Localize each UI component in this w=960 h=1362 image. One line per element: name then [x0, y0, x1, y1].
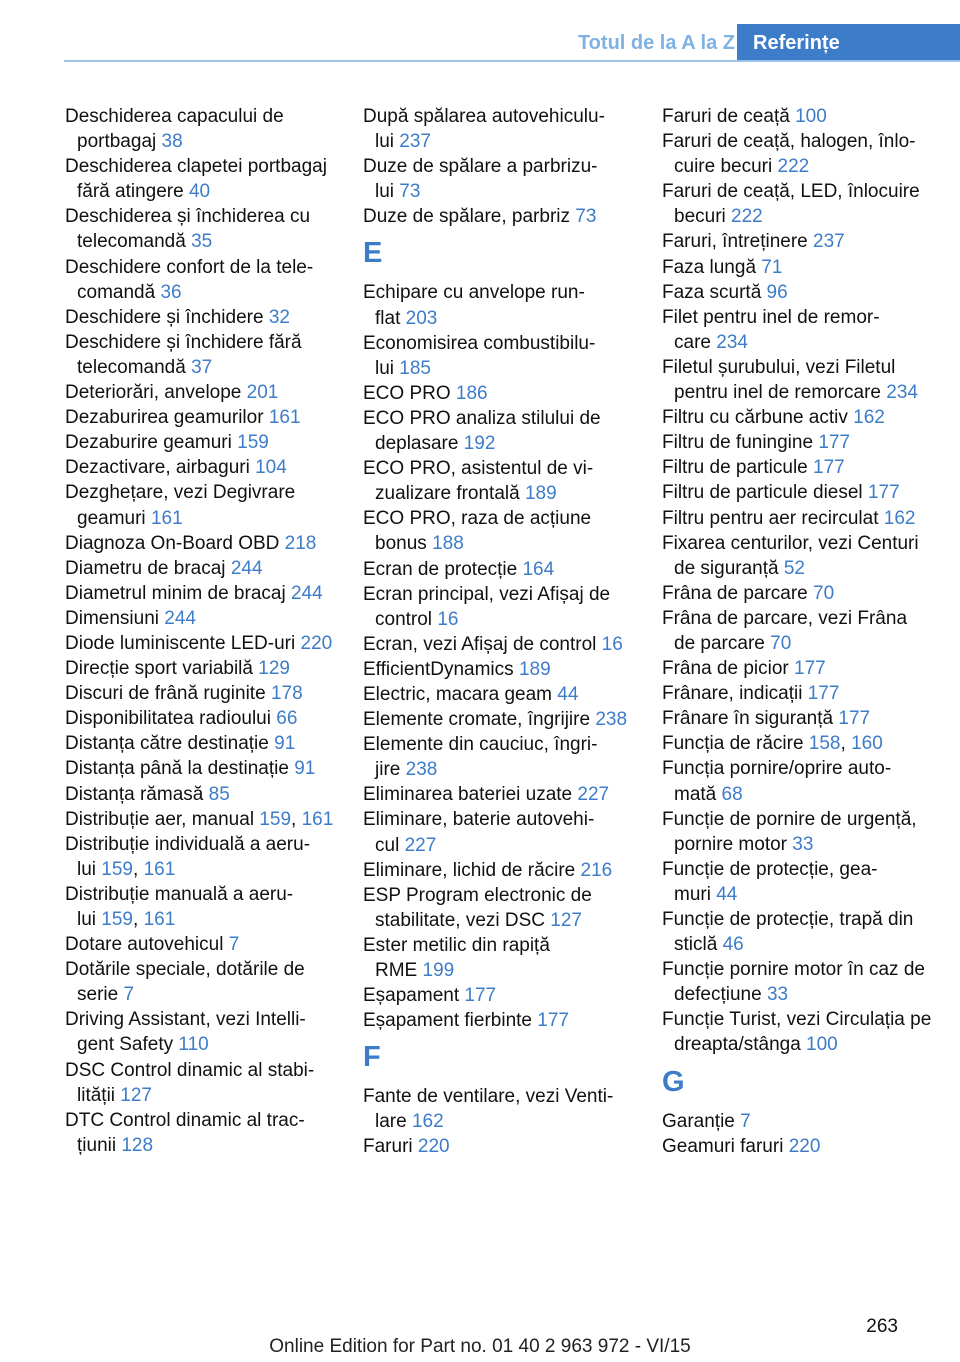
page-reference-link[interactable]: 32: [268, 306, 290, 328]
index-entry-text: Faruri de ceață, halogen, înlocuire becuri: [662, 131, 916, 178]
section-title: Totul de la A la Z: [577, 32, 735, 54]
page-reference-link[interactable]: 177: [794, 658, 826, 680]
page-reference-link[interactable]: 158: [808, 733, 841, 755]
index-entry-text: Ecran principal, vezi Afișaj de control: [363, 583, 611, 630]
index-entry: [65, 104, 335, 154]
index-entry: [662, 857, 932, 907]
chapter-tab: Referințe: [737, 24, 960, 62]
index-entry: [662, 405, 932, 430]
index-entry-text: Duze de spălare a parbrizului: [363, 156, 598, 203]
index-entry-text: Electric, macara geam: [363, 683, 553, 705]
page-reference-link[interactable]: 161: [143, 909, 176, 930]
index-entry: [363, 582, 633, 632]
page-reference-link[interactable]: 37: [191, 356, 213, 378]
index-entry: [65, 656, 335, 681]
index-entry: [65, 455, 335, 480]
index-entry-text: Diametrul minim de bracaj: [65, 582, 286, 604]
page-reference-link[interactable]: 91: [294, 758, 316, 780]
index-entry: [65, 706, 335, 731]
index-entry: [363, 782, 633, 807]
index-entry: [662, 681, 932, 706]
index-entry-text: Eliminare, baterie autovehicul: [363, 809, 595, 856]
index-entry: [662, 957, 932, 1007]
index-entry: [662, 606, 932, 656]
index-entry-text: Dezactivare, airbaguri: [65, 457, 250, 479]
page-reference-link[interactable]: 161: [301, 808, 334, 830]
index-entry-text: Eșapament fierbinte: [363, 1010, 532, 1032]
index-entry-text: Faruri de ceață: [662, 106, 790, 127]
index-entry: [363, 104, 633, 154]
page-reference-link[interactable]: 161: [150, 507, 183, 529]
index-entry: [65, 405, 335, 430]
index-entry-text: Diode luminiscente LED-uri: [65, 632, 296, 654]
index-entry-text: Filtru de particule: [662, 457, 808, 479]
index-entry-text: Funcția de răcire: [662, 733, 804, 755]
index-entry: [363, 506, 633, 556]
index-entry-text: Funcție de protecție, geamuri: [662, 858, 878, 905]
index-entry-text: Funcție de protecție, trapă din sticlă: [662, 909, 914, 956]
page-reference-link[interactable]: 33: [766, 984, 789, 1006]
index-entry-text: Faza lungă: [662, 256, 757, 278]
index-entry-text: EfficientDynamics: [363, 658, 514, 680]
index-entry: [662, 305, 932, 355]
page-reference-link[interactable]: 234: [886, 382, 918, 404]
page-reference-link[interactable]: 73: [575, 206, 597, 228]
page-reference-link[interactable]: 177: [537, 1010, 569, 1032]
index-entry-text: Distribuție aer, manual: [65, 808, 255, 830]
index-entry-text: ECO PRO, raza de acțiune bonus: [363, 508, 592, 555]
page-reference-link[interactable]: 188: [432, 533, 464, 555]
page-reference-link[interactable]: 7: [740, 1110, 751, 1132]
page-header: [0, 0, 960, 62]
page-reference-link[interactable]: 216: [580, 859, 613, 881]
page-reference-link[interactable]: 128: [121, 1134, 154, 1156]
page-reference-link[interactable]: 162: [411, 1111, 444, 1133]
index-entry-text: Elemente din cauciuc, îngrijire: [363, 734, 598, 781]
index-entry-text: ESP Program electronic de stabilitate, vezi DSC: [363, 884, 592, 931]
index-entry: [363, 858, 633, 883]
index-entry: [65, 154, 335, 204]
index-entry: [65, 305, 335, 330]
page-reference-link[interactable]: 36: [160, 281, 182, 303]
index-entry: [65, 957, 335, 1007]
index-entry: [363, 1084, 633, 1134]
header-divider: [64, 60, 960, 62]
index-entry: [363, 204, 633, 229]
page-reference-link[interactable]: 189: [524, 483, 557, 505]
index-entry: [65, 581, 335, 606]
index-entry: [363, 557, 633, 582]
page-reference-link[interactable]: 161: [143, 858, 176, 880]
section-letter: G: [662, 1065, 685, 1098]
index-entry: [363, 1008, 633, 1033]
index-entry-text: Elemente cromate, îngrijire: [363, 709, 591, 731]
page-reference-link[interactable]: 110: [178, 1034, 209, 1056]
index-entry: [363, 883, 633, 933]
page-reference-link[interactable]: 160: [851, 733, 883, 755]
page-reference-link[interactable]: 70: [770, 632, 792, 654]
index-entry: [662, 506, 932, 531]
index-entry-text: Ecran de protecție: [363, 558, 518, 580]
index-entry-text: Echipare cu anvelope run-flat: [363, 282, 585, 329]
page-reference-link[interactable]: 7: [123, 984, 135, 1006]
index-entry-text: Dimensiuni: [65, 607, 159, 629]
index-entry-text: Deschidere și închidere: [65, 306, 264, 328]
index-entry: [662, 581, 932, 606]
page-reference-link[interactable]: 100: [795, 106, 827, 127]
page-reference-link[interactable]: 203: [405, 307, 438, 329]
index-entry-text: Filtru de particule diesel: [662, 482, 863, 504]
index-entry-text: Geamuri faruri: [662, 1135, 784, 1157]
page-reference-link[interactable]: 96: [766, 281, 788, 303]
index-entry: [662, 1007, 932, 1057]
index-entry: Distribuție manuală a aerului 159, 161: [65, 883, 294, 930]
index-entry-text: Distribuție manuală a aerului: [65, 883, 294, 930]
page-reference-link[interactable]: 177: [807, 683, 840, 705]
index-entry: [662, 907, 932, 957]
index-entry-text: DSC Control dinamic al stabilității: [65, 1059, 315, 1106]
page-reference-link[interactable]: 129: [258, 658, 290, 680]
index-entry: [662, 455, 932, 480]
index-entry-text: Deschiderea și închiderea cu telecomandă: [65, 206, 311, 253]
page-reference-link[interactable]: 227: [577, 784, 610, 806]
page-reference-link[interactable]: 220: [417, 1136, 450, 1158]
index-entry-text: Faza scurtă: [662, 281, 762, 303]
index-entry-text: Faruri: [363, 1136, 413, 1158]
index-entry: Distribuție aer, manual 159, 161: [65, 808, 334, 830]
index-column-3: [662, 104, 932, 1159]
index-entry: [363, 154, 633, 204]
index-entry: [363, 456, 633, 506]
page-reference-link[interactable]: 199: [422, 960, 455, 981]
index-entry-text: Dezghețare, vezi Degivrare geamuri: [65, 482, 296, 529]
page-reference-link[interactable]: 127: [120, 1084, 152, 1106]
index-entry: [662, 807, 932, 857]
page-reference-link[interactable]: 71: [761, 256, 783, 278]
page-reference-link[interactable]: 201: [246, 382, 279, 404]
index-entry: [662, 355, 932, 405]
page-reference-link[interactable]: 91: [274, 733, 296, 755]
page-reference-link[interactable]: 164: [522, 558, 555, 580]
index-entry-text: Garanție: [662, 1110, 735, 1132]
page-reference-link[interactable]: 46: [722, 934, 744, 956]
index-entry-text: Ester metilic din rapiță RME: [363, 934, 550, 981]
page-reference-link[interactable]: 73: [399, 181, 421, 203]
index-entry-text: Frânare, indicații: [662, 683, 803, 705]
index-entry-text: Diametru de bracaj: [65, 557, 226, 579]
page-reference-link[interactable]: 238: [595, 709, 628, 731]
page-reference-link[interactable]: 159: [259, 808, 292, 830]
index-entry-text: Discuri de frână ruginite: [65, 683, 266, 705]
page-reference-link[interactable]: 178: [270, 683, 303, 705]
index-entry-text: Filetul șurubului, vezi Filetul pentru inel de remorcare: [662, 356, 896, 404]
page-reference-link[interactable]: 185: [399, 357, 431, 379]
page-reference-link[interactable]: 237: [813, 231, 845, 253]
index-entry-text: ECO PRO: [363, 382, 451, 404]
index-entry: [662, 229, 932, 254]
index-entry: [65, 756, 335, 781]
index-entry: [662, 531, 932, 581]
index-entry-text: Fante de ventilare, vezi Ventilare: [363, 1086, 614, 1133]
index-entry-text: Fixarea centurilor, vezi Centuri de siguranță: [662, 532, 919, 579]
page-reference-link[interactable]: 162: [853, 407, 885, 429]
index-entry-text: Disponibilitatea radioului: [65, 708, 271, 730]
index-entry-text: Dezaburirea geamurilor: [65, 407, 264, 429]
index-entry: [662, 280, 932, 305]
index-entry-text: Filet pentru inel de remorcare: [662, 306, 880, 353]
index-entry: [363, 707, 633, 732]
page-reference-link[interactable]: 66: [276, 708, 298, 730]
page-reference-link[interactable]: 177: [867, 482, 900, 504]
page-reference-link[interactable]: 237: [399, 131, 431, 153]
index-entry: [662, 129, 932, 179]
index-entry-text: Deschidere confort de la telecomandă: [65, 256, 314, 303]
index-entry-text: Frâna de picior: [662, 658, 789, 680]
page-reference-link[interactable]: 35: [191, 231, 213, 253]
index-entry: [363, 807, 633, 857]
page-reference-link[interactable]: 161: [268, 407, 301, 429]
page-reference-link[interactable]: 177: [464, 985, 497, 1007]
page-reference-link[interactable]: 159: [101, 909, 133, 930]
page-reference-link[interactable]: 177: [813, 457, 845, 479]
index-entry-text: Eșapament: [363, 985, 460, 1007]
index-entry: [662, 430, 932, 455]
index-entry: [363, 381, 633, 406]
index-entry-text: După spălarea autovehiculului: [363, 106, 605, 153]
index-entry-text: Funcție de pornire de urgență, pornire motor: [662, 808, 917, 855]
index-entry: [65, 731, 335, 756]
index-entry-text: Duze de spălare, parbriz: [363, 206, 570, 228]
section-letter: F: [363, 1041, 381, 1074]
index-entry-text: Distribuție individuală a aerului: [65, 833, 311, 880]
page-reference-link[interactable]: 127: [550, 909, 582, 931]
index-entry: [363, 732, 633, 782]
page-reference-link[interactable]: 85: [208, 783, 230, 805]
index-entry: [662, 255, 932, 280]
page-reference-link[interactable]: 234: [716, 331, 748, 353]
index-entry-text: Economisirea combustibilului: [363, 332, 596, 379]
index-entry-text: Eliminare, lichid de răcire: [363, 859, 576, 881]
index-entry-text: Deschidere și închidere fără telecomandă: [65, 331, 302, 378]
index-entry-text: Ecran, vezi Afișaj de control: [363, 633, 597, 655]
page-reference-link[interactable]: 40: [188, 181, 211, 203]
index-entry-text: Funcția pornire/oprire automată: [662, 758, 892, 805]
index-entry-text: Distanța către destinație: [65, 733, 269, 755]
page-reference-link[interactable]: 220: [788, 1135, 821, 1157]
index-entry: [65, 380, 335, 405]
page-reference-link[interactable]: 100: [806, 1034, 838, 1056]
page-reference-link[interactable]: 44: [716, 883, 738, 905]
page-reference-link[interactable]: 244: [290, 582, 323, 604]
page-reference-link[interactable]: 177: [818, 432, 851, 454]
index-entry: Funcția de răcire 158, 160: [662, 733, 883, 755]
page-reference-link[interactable]: 159: [101, 858, 133, 880]
index-entry: [65, 631, 335, 656]
index-entry-text: Driving Assistant, vezi Intelligent Safety: [65, 1009, 306, 1056]
index-entry: Distribuție individuală a aerului 159, 161: [65, 833, 311, 880]
index-entry: [363, 933, 633, 983]
index-entry-text: Deschiderea clapetei portbagaj fără atingere: [65, 156, 327, 203]
index-entry: [363, 331, 633, 381]
index-entry-text: Dotare autovehicul: [65, 934, 224, 956]
index-entry-text: Faruri de ceață, LED, înlocuire becuri: [662, 181, 920, 228]
page-reference-link[interactable]: 104: [255, 457, 287, 479]
index-entry: [65, 782, 335, 807]
index-entry: [363, 406, 633, 456]
index-entry: [662, 656, 932, 681]
index-entry: [65, 1108, 335, 1158]
page-reference-link[interactable]: 189: [518, 658, 551, 680]
index-entry: [65, 480, 335, 530]
index-entry: [363, 682, 633, 707]
index-entry: [662, 480, 932, 505]
page-reference-link[interactable]: 38: [161, 131, 183, 153]
page-reference-link[interactable]: 186: [455, 382, 488, 404]
page-number: 263: [866, 1316, 898, 1337]
footer-edition: Online Edition for Part no. 01 40 2 963 972 - VI/15: [269, 1336, 691, 1357]
page-reference-link[interactable]: 192: [463, 433, 496, 455]
index-entry: [65, 531, 335, 556]
index-entry-text: Filtru cu cărbune activ: [662, 407, 848, 429]
index-entry: [65, 255, 335, 305]
page-reference-link[interactable]: 244: [164, 607, 196, 629]
index-entry: [662, 706, 932, 731]
page-reference-link[interactable]: 222: [777, 156, 810, 178]
index-entry: [65, 204, 335, 254]
page-reference-link[interactable]: 16: [437, 608, 459, 630]
index-entry-text: Frâna de parcare: [662, 582, 808, 604]
index-entry: [65, 1058, 335, 1108]
index-entry-text: Eliminarea bateriei uzate: [363, 784, 573, 806]
index-entry-text: Filtru de funingine: [662, 432, 814, 454]
page-reference-link[interactable]: 177: [838, 708, 871, 730]
index-entry-text: DTC Control dinamic al tracțiunii: [65, 1109, 305, 1156]
page-reference-link[interactable]: 159: [237, 432, 269, 454]
page-reference-link[interactable]: 227: [404, 834, 437, 856]
index-entry: [662, 1109, 932, 1134]
index-entry-text: Faruri, întreținere: [662, 231, 808, 253]
page-reference-link[interactable]: 244: [230, 557, 263, 579]
page-reference-link[interactable]: 238: [405, 759, 438, 781]
index-entry-text: Deteriorări, anvelope: [65, 382, 242, 404]
index-entry-text: Filtru pentru aer recirculat: [662, 507, 879, 529]
index-entry-text: Frâna de parcare, vezi Frâna de parcare: [662, 607, 908, 654]
index-entry: [363, 280, 633, 330]
index-entry-text: Distanța până la destinație: [65, 758, 289, 780]
page-reference-link[interactable]: 44: [557, 683, 579, 705]
index-column-2: [363, 104, 633, 1160]
index-entry: [662, 1134, 932, 1159]
index-entry: [363, 632, 633, 657]
index-entry-text: Dezaburire geamuri: [65, 432, 232, 454]
index-column-1: [65, 104, 335, 1158]
index-entry: [65, 1007, 335, 1057]
index-entry-text: Distanța rămasă: [65, 783, 204, 805]
index-entry-text: ECO PRO, asistentul de vizualizare frontală: [363, 458, 594, 505]
index-entry: [662, 104, 932, 129]
index-entry-text: Deschiderea capacului de portbagaj: [65, 106, 284, 153]
index-entry: [65, 330, 335, 380]
index-entry-text: Funcție pornire motor în caz de defecțiune: [662, 959, 925, 1006]
page-reference-link[interactable]: 7: [228, 934, 240, 956]
page-reference-link[interactable]: 68: [721, 783, 743, 805]
index-entry: [65, 606, 335, 631]
index-entry-text: Direcție sport variabilă: [65, 658, 253, 680]
index-entry: [65, 430, 335, 455]
page-reference-link[interactable]: 218: [284, 532, 317, 554]
index-entry: [363, 1134, 633, 1159]
index-entry-text: Frânare în siguranță: [662, 708, 834, 730]
page-reference-link[interactable]: 52: [783, 557, 805, 579]
index-entry-text: Dotările speciale, dotările de serie: [65, 959, 305, 1006]
index-entry: [65, 681, 335, 706]
page-reference-link[interactable]: 162: [883, 507, 916, 529]
page-reference-link[interactable]: 220: [300, 632, 333, 654]
page-reference-link[interactable]: 16: [601, 633, 623, 655]
index-entry: [662, 179, 932, 229]
index-entry: [662, 756, 932, 806]
page-reference-link[interactable]: 70: [813, 582, 835, 604]
page-reference-link[interactable]: 222: [731, 206, 763, 228]
index-entry-text: Funcție Turist, vezi Circulația pe dreapta/stânga: [662, 1009, 932, 1056]
index-entry: [65, 932, 335, 957]
index-entry-text: ECO PRO analiza stilului de deplasare: [363, 407, 601, 455]
index-entry: [65, 556, 335, 581]
section-letter: E: [363, 237, 383, 270]
page-reference-link[interactable]: 33: [792, 833, 814, 855]
index-entry-text: Diagnoza On-Board OBD: [65, 532, 280, 554]
index-entry: [363, 657, 633, 682]
index-entry: [363, 983, 633, 1008]
